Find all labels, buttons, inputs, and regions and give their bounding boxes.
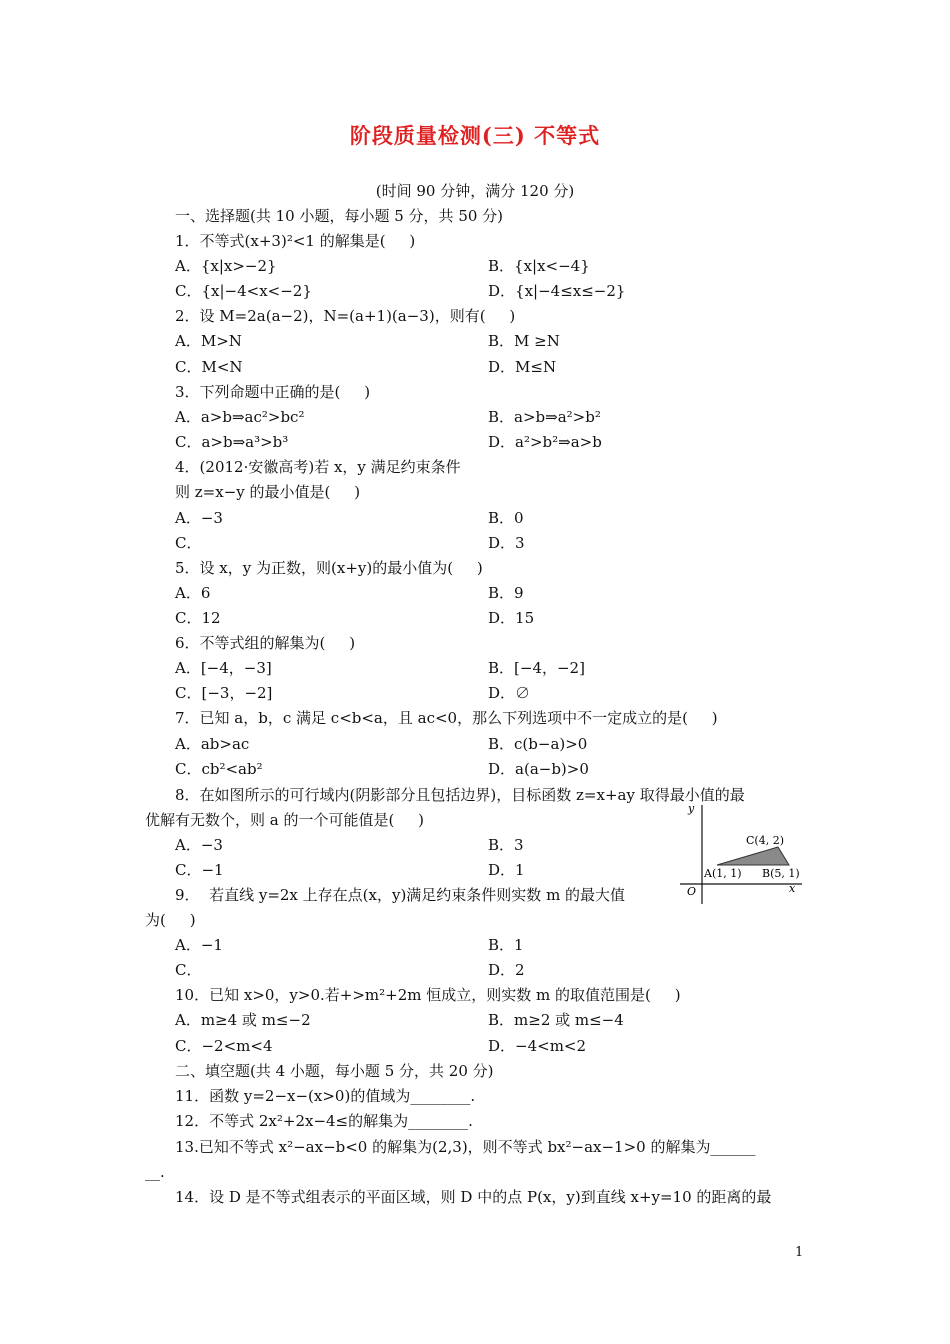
question-7: 7．已知 a，b，c 满足 c<b<a，且 ac<0，那么下列选项中不一定成立的是( ) (175, 709, 718, 727)
page-title: 阶段质量检测(三) 不等式 (349, 123, 601, 148)
q4-option-b: B．0 (488, 509, 524, 527)
feasible-region-figure (672, 800, 812, 910)
question-8: 8．在如图所示的可行域内(阴影部分且包括边界)，目标函数 z=x+ay 取得最小值的最 (175, 786, 745, 804)
q2-option-d: D．M≤N (488, 358, 557, 376)
q1-option-a: A．{x|x>−2} (175, 257, 277, 275)
q5-option-c: C．12 (175, 609, 221, 627)
question-9: 9． 若直线 y=2x 上存在点(x，y)满足约束条件则实数 m 的最大值 (175, 886, 626, 904)
question-10: 10．已知 x>0，y>0.若+>m²+2m 恒成立，则实数 m 的取值范围是( ) (175, 986, 681, 1004)
q10-option-a: A．m≥4 或 m≤−2 (175, 1011, 311, 1029)
q7-option-b: B．c(b−a)>0 (488, 735, 588, 753)
q1-option-d: D．{x|−4≤x≤−2} (488, 282, 626, 300)
q9-option-d: D．2 (488, 961, 525, 979)
section-heading-choice: 一、选择题(共 10 小题，每小题 5 分，共 50 分) (175, 207, 504, 225)
q8-option-b: B．3 (488, 836, 524, 854)
q5-option-d: D．15 (488, 609, 535, 627)
exam-info: (时间 90 分钟，满分 120 分) (375, 182, 575, 200)
q10-option-d: D．−4<m<2 (488, 1037, 587, 1055)
q2-option-a: A．M>N (175, 332, 242, 350)
q6-option-c: C．[−3，−2] (175, 684, 273, 702)
q3-option-c: C．a>b⇒a³>b³ (175, 433, 289, 451)
q8-option-c: C．−1 (175, 861, 224, 879)
page-number: 1 (795, 1245, 804, 1260)
question-6: 6．不等式组的解集为( ) (175, 634, 356, 652)
question-12: 12．不等式 2x²+2x−4≤的解集为________. (175, 1112, 473, 1130)
q4-option-d: D．3 (488, 534, 525, 552)
q5-option-b: B．9 (488, 584, 524, 602)
q3-option-a: A．a>b⇒ac²>bc² (175, 408, 305, 426)
point-b-label: B(5, 1) (762, 867, 800, 880)
question-13: 13.已知不等式 x²−ax−b<0 的解集为(2,3)，则不等式 bx²−ax−1>0 的解集为______ (175, 1138, 756, 1156)
q5-option-a: A．6 (175, 584, 211, 602)
x-axis-label: x (789, 882, 796, 895)
question-1: 1．不等式(x+3)²<1 的解集是( ) (175, 232, 416, 250)
question-14: 14．设 D 是不等式组表示的平面区域，则 D 中的点 P(x，y)到直线 x+y=10 的距离的最 (175, 1188, 772, 1206)
q10-option-b: B．m≥2 或 m≤−4 (488, 1011, 624, 1029)
q4-option-a: A．−3 (175, 509, 223, 527)
question-4-line-2: 则 z=x−y 的最小值是( ) (175, 483, 361, 501)
shaded-region (717, 847, 789, 865)
q3-option-d: D．a²>b²⇒a>b (488, 433, 602, 451)
q10-option-c: C．−2<m<4 (175, 1037, 273, 1055)
q7-option-c: C．cb²<ab² (175, 760, 263, 778)
question-5: 5．设 x，y 为正数，则(x+y)的最小值为( ) (175, 559, 483, 577)
q2-option-c: C．M<N (175, 358, 243, 376)
point-c-label: C(4, 2) (746, 834, 784, 847)
section-heading-fill: 二、填空题(共 4 小题，每小题 5 分，共 20 分) (175, 1062, 494, 1080)
question-13-line-2: __. (145, 1163, 165, 1181)
q2-option-b: B．M ≥N (488, 332, 560, 350)
q6-option-b: B．[−4，−2] (488, 659, 585, 677)
q9-option-c: C． (175, 961, 202, 979)
point-a-label: A(1, 1) (704, 867, 742, 880)
question-2: 2．设 M=2a(a−2)，N=(a+1)(a−3)，则有( ) (175, 307, 516, 325)
q7-option-a: A．ab>ac (175, 735, 250, 753)
question-3: 3．下列命题中正确的是( ) (175, 383, 371, 401)
q8-option-d: D．1 (488, 861, 525, 879)
origin-label: O (687, 885, 697, 898)
q4-option-c: C． (175, 534, 202, 552)
question-8-line-2: 优解有无数个，则 a 的一个可能值是( ) (145, 811, 425, 829)
y-axis-label: y (688, 802, 695, 815)
q9-option-a: A．−1 (175, 936, 223, 954)
q7-option-d: D．a(a−b)>0 (488, 760, 589, 778)
q3-option-b: B．a>b⇒a²>b² (488, 408, 601, 426)
q6-option-d: D．∅ (488, 684, 531, 702)
q1-option-c: C．{x|−4<x<−2} (175, 282, 312, 300)
q9-option-b: B．1 (488, 936, 524, 954)
question-9-line-2: 为( ) (145, 911, 196, 929)
q8-option-a: A．−3 (175, 836, 223, 854)
question-4: 4．(2012·安徽高考)若 x，y 满足约束条件 (175, 458, 461, 476)
question-11: 11．函数 y=2−x−(x>0)的值域为________. (175, 1087, 476, 1105)
q1-option-b: B．{x|x<−4} (488, 257, 590, 275)
q6-option-a: A．[−4，−3] (175, 659, 272, 677)
